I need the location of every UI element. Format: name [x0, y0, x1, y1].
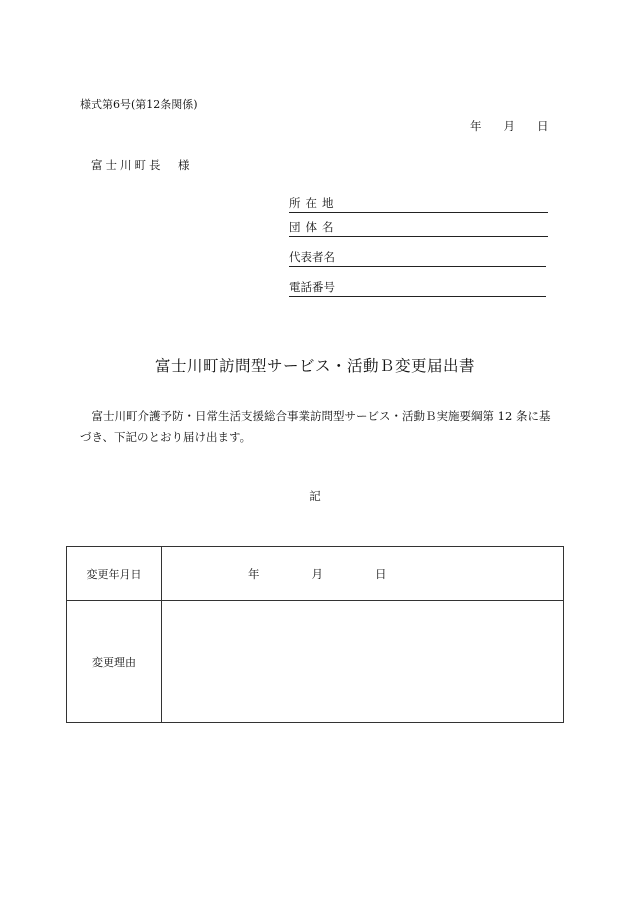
field-phone-number-label: 電話番号 — [289, 280, 335, 294]
document-title: 富士川町訪問型サービス・活動Ｂ変更届出書 — [154, 357, 475, 375]
change-date-label: 変更年月日 — [67, 547, 162, 601]
body-text: 富士川町介護予防・日常生活支援総合事業訪問型サービス・活動Ｂ実施要綱第 12 条に基づき、下記のとおり届け出ます。 — [80, 409, 551, 444]
change-date-month: 月 — [311, 566, 323, 581]
date-day: 日 — [537, 119, 549, 133]
field-phone-number[interactable] — [289, 280, 546, 297]
field-organization-name-label: 団体名 — [289, 220, 339, 234]
field-address[interactable] — [289, 196, 548, 213]
form-number: 様式第6号(第12条関係) — [80, 98, 198, 111]
date-month: 月 — [503, 119, 515, 133]
change-date-value[interactable] — [162, 547, 564, 601]
date-year: 年 — [470, 119, 482, 133]
field-representative-name[interactable] — [289, 250, 546, 267]
table-row-change-date — [67, 547, 564, 601]
table-row-change-reason — [67, 601, 564, 723]
change-table — [66, 546, 564, 723]
field-representative-name-label: 代表者名 — [289, 250, 335, 264]
ki-mark: 記 — [309, 489, 321, 503]
change-date-year: 年 — [248, 566, 260, 581]
field-address-label: 所在地 — [289, 196, 339, 210]
submission-date — [470, 118, 549, 134]
change-reason-label: 変更理由 — [67, 601, 162, 723]
field-organization-name[interactable] — [289, 220, 548, 237]
addressee: 富士川町長 様 — [91, 158, 193, 172]
change-reason-value[interactable] — [162, 601, 564, 723]
change-date-day: 日 — [375, 566, 387, 581]
